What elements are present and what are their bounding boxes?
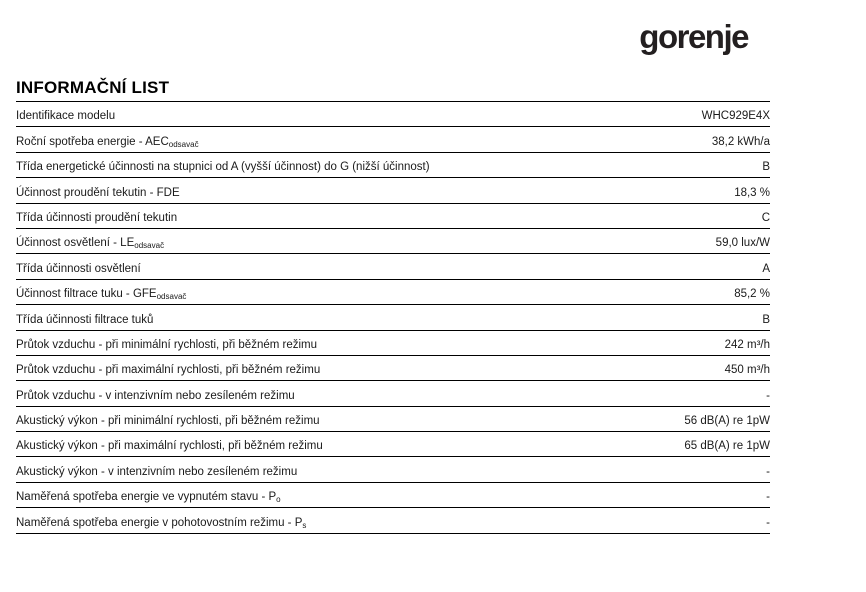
row-label-subscript: odsavač [168,139,199,149]
gorenje-logo: gorenje [639,18,748,55]
row-value: 38,2 kWh/a [711,135,770,148]
row-value: - [766,516,770,529]
row-value: - [766,465,770,478]
table-row [16,102,770,127]
page-header [16,0,770,79]
table-row [16,356,770,381]
row-label-subscript: o [276,495,281,505]
row-label: Třída energetické účinnosti na stupnici od A (vyšší účinnost) do G (nižší účinnost) [16,161,430,174]
table-row [16,432,770,457]
table-row [16,305,770,330]
row-label: Naměřená spotřeba energie ve vypnutém stavu - $P_o$ [16,491,281,505]
row-value: - [766,491,770,504]
table-row [16,127,770,152]
row-value: 242 m³/h [724,338,770,351]
row-label: Akustický výkon - při maximální rychlosti, při běžném režimu [16,440,323,453]
row-value: WHC929E4X [701,110,770,123]
row-value: B [762,313,770,326]
row-label: Účinnost filtrace tuku - $GFE_{odsavač}$ [16,288,187,302]
table-row [16,381,770,406]
row-label: Účinnost proudění tekutin - FDE [16,186,180,199]
row-value: 85,2 % [734,288,770,301]
table-row [16,280,770,305]
row-label: Průtok vzduchu - při minimální rychlosti, při běžném režimu [16,338,318,351]
row-value: 56 dB(A) re 1pW [684,415,770,428]
row-label-subscript: odsavač [134,241,165,251]
row-label-subscript: s [302,520,307,530]
row-label: Třída účinnosti proudění tekutin [16,211,178,224]
table-row [16,457,770,482]
content-area [16,0,770,534]
row-value: A [762,262,770,275]
row-label: Akustický výkon - v intenzivním nebo zesíleném režimu [16,465,298,478]
row-value: 450 m³/h [724,364,770,377]
table-row [16,508,770,533]
table-row [16,254,770,279]
table-row [16,229,770,254]
table-row [16,204,770,229]
row-label: Naměřená spotřeba energie v pohotovostním režimu - $P_s$ [16,516,307,530]
row-label: Identifikace modelu [16,110,116,123]
row-label: Roční spotřeba energie - $AEC_{odsavač}$ [16,135,199,149]
row-label-subscript: odsavač [156,292,187,302]
row-label: Akustický výkon - při minimální rychlosti, při běžném režimu [16,415,320,428]
row-label: Třída účinnosti osvětlení [16,262,141,275]
row-label: Průtok vzduchu - v intenzivním nebo zesíleném režimu [16,389,295,402]
row-value: C [761,211,770,224]
row-label: Účinnost osvětlení - $LE_{odsavač}$ [16,237,165,251]
row-label: Průtok vzduchu - při maximální rychlosti, při běžném režimu [16,364,321,377]
table-row [16,483,770,508]
table-row [16,407,770,432]
row-value: 65 dB(A) re 1pW [684,440,770,453]
info-table [16,102,770,534]
table-row [16,178,770,203]
row-value: 59,0 lux/W [715,237,770,250]
table-row [16,153,770,178]
page-title: INFORMAČNÍ LIST [16,79,770,102]
row-value: B [762,161,770,174]
row-label: Třída účinnosti filtrace tuků [16,313,154,326]
table-row [16,331,770,356]
row-value: - [766,389,770,402]
row-value: 18,3 % [734,186,770,199]
